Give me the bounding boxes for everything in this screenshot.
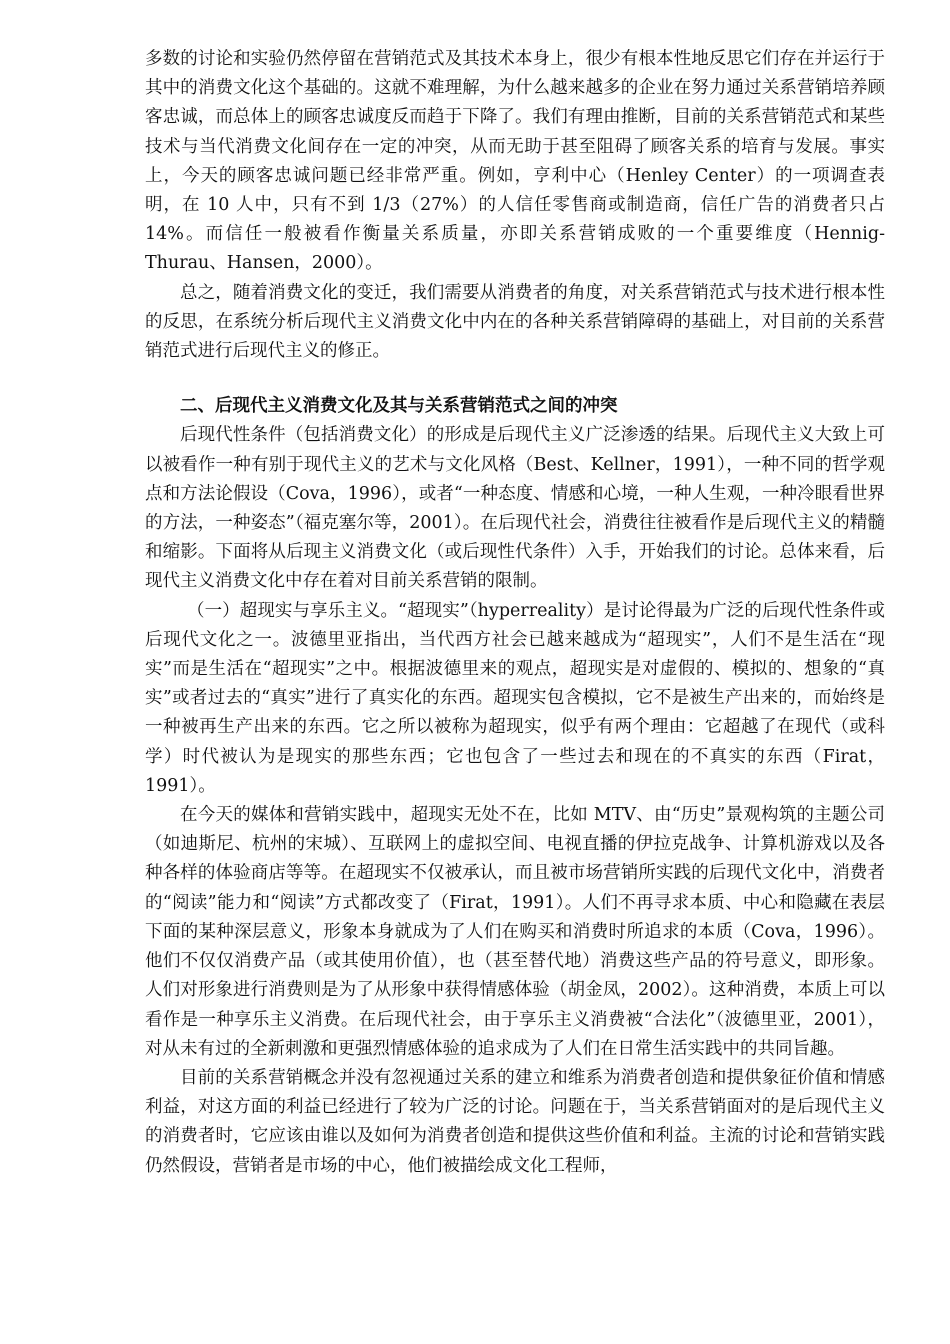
paragraph-summary: 总之，随着消费文化的变迁，我们需要从消费者的角度，对关系营销范式与技术进行根本性的反思，在系统分析后现代主义消费文化中内在的各种关系营销障碍的基础上，对目前的关系营销范式进行后现代主义的修正。 [145,282,885,362]
paragraph-postmodernity: 后现代性条件（包括消费文化）的形成是后现代主义广泛渗透的结果。后现代主义大致上可以被看作一种有别于现代主义的艺术与文化风格（Best、Kellner，1991），一种不同的哲学观点和方法论假设（Cova，1996），或者“一种态度、情感和心境，一种人生观，一种冷眼看世界的方法，一种姿态”（福克塞尔等，2001）。在后现代社会，消费往往被看作是后现代主义的精髓和缩影。下面将从后现主义消费文化（或后现性代条件）入手，开始我们的讨论。总体来看，后现代主义消费文化中存在着对目前关系营销的限制。 [145,425,885,592]
paragraph-relationship-marketing: 目前的关系营销概念并没有忽视通过关系的建立和维系为消费者创造和提供象征价值和情感利益，对这方面的利益已经进行了较为广泛的讨论。问题在于，当关系营销面对的是后现代主义的消费者时，它应该由谁以及如何为消费者创造和提供这些价值和利益。主流的讨论和营销实践仍然假设，营销者是市场的中心，他们被描绘成文化工程师， [145,1067,885,1176]
paragraph-continuation: 多数的讨论和实验仍然停留在营销范式及其技术本身上，很少有根本性地反思它们存在并运行于其中的消费文化这个基础的。这就不难理解，为什么越来越多的企业在努力通过关系营销培养顾客忠诚，而总体上的顾客忠诚度反而趋于下降了。我们有理由推断，目前的关系营销范式和某些技术与当代消费文化间存在一定的冲突，从而无助于甚至阻碍了顾客关系的培育与发展。事实上，今天的顾客忠诚问题已经非常严重。例如，亨利中心（Henley Center）的一项调查表明，在 10 人中，只有不到 1/3（27%）的人信任零售商或制造商，信任广告的消费者只占 14%。而信任一般被看作衡量关系质量，亦即关系营销成败的一个重要维度（Hennig-Thurau、Hansen，2000）。 [145,49,885,274]
paragraph-media-practice: 在今天的媒体和营销实践中，超现实无处不在，比如 MTV、由“历史”景观构筑的主题公司（如迪斯尼、杭州的宋城）、互联网上的虚拟空间、电视直播的伊拉克战争、计算机游戏以及各种各样的体验商店等等。在超现实不仅被承认，而且被市场营销所实践的后现代文化中，消费者的“阅读”能力和“阅读”方式都改变了（Firat，1991）。人们不再寻求本质、中心和隐藏在表层下面的某种深层意义，形象本身就成为了人们在购买和消费时所追求的本质（Cova，1996）。他们不仅仅消费产品（或其使用价值），也（甚至替代地）消费这些产品的符号意义，即形象。人们对形象进行消费则是为了从形象中获得情感体验（胡金凤，2002）。这种消费，本质上可以看作是一种享乐主义消费。在后现代社会，由于享乐主义消费被“合法化”（波德里亚，2001），对从未有过的全新刺激和更强烈情感体验的追求成为了人们在日常生活实践中的共同旨趣。 [145,805,885,1059]
document-body [145,45,885,1181]
section-heading: 二、后现代主义消费文化及其与关系营销范式之间的冲突 [180,396,618,417]
paragraph-hyperreality: （一）超现实与享乐主义。“超现实”（hyperreality）是讨论得最为广泛的后现代性条件或后现代文化之一。波德里亚指出，当代西方社会已越来越成为“超现实”，人们不是生活在“现实”而是生活在“超现实”之中。根据波德里来的观点，超现实是对虚假的、模拟的、想象的“真实”或者过去的“真实”进行了真实化的东西。超现实包含模拟，它不是被生产出来的，而始终是一种被再生产出来的东西。它之所以被称为超现实，似乎有两个理由：它超越了在现代（或科学）时代被认为是现实的那些东西；它也包含了一些过去和现在的不真实的东西（Firat，1991）。 [145,600,885,796]
